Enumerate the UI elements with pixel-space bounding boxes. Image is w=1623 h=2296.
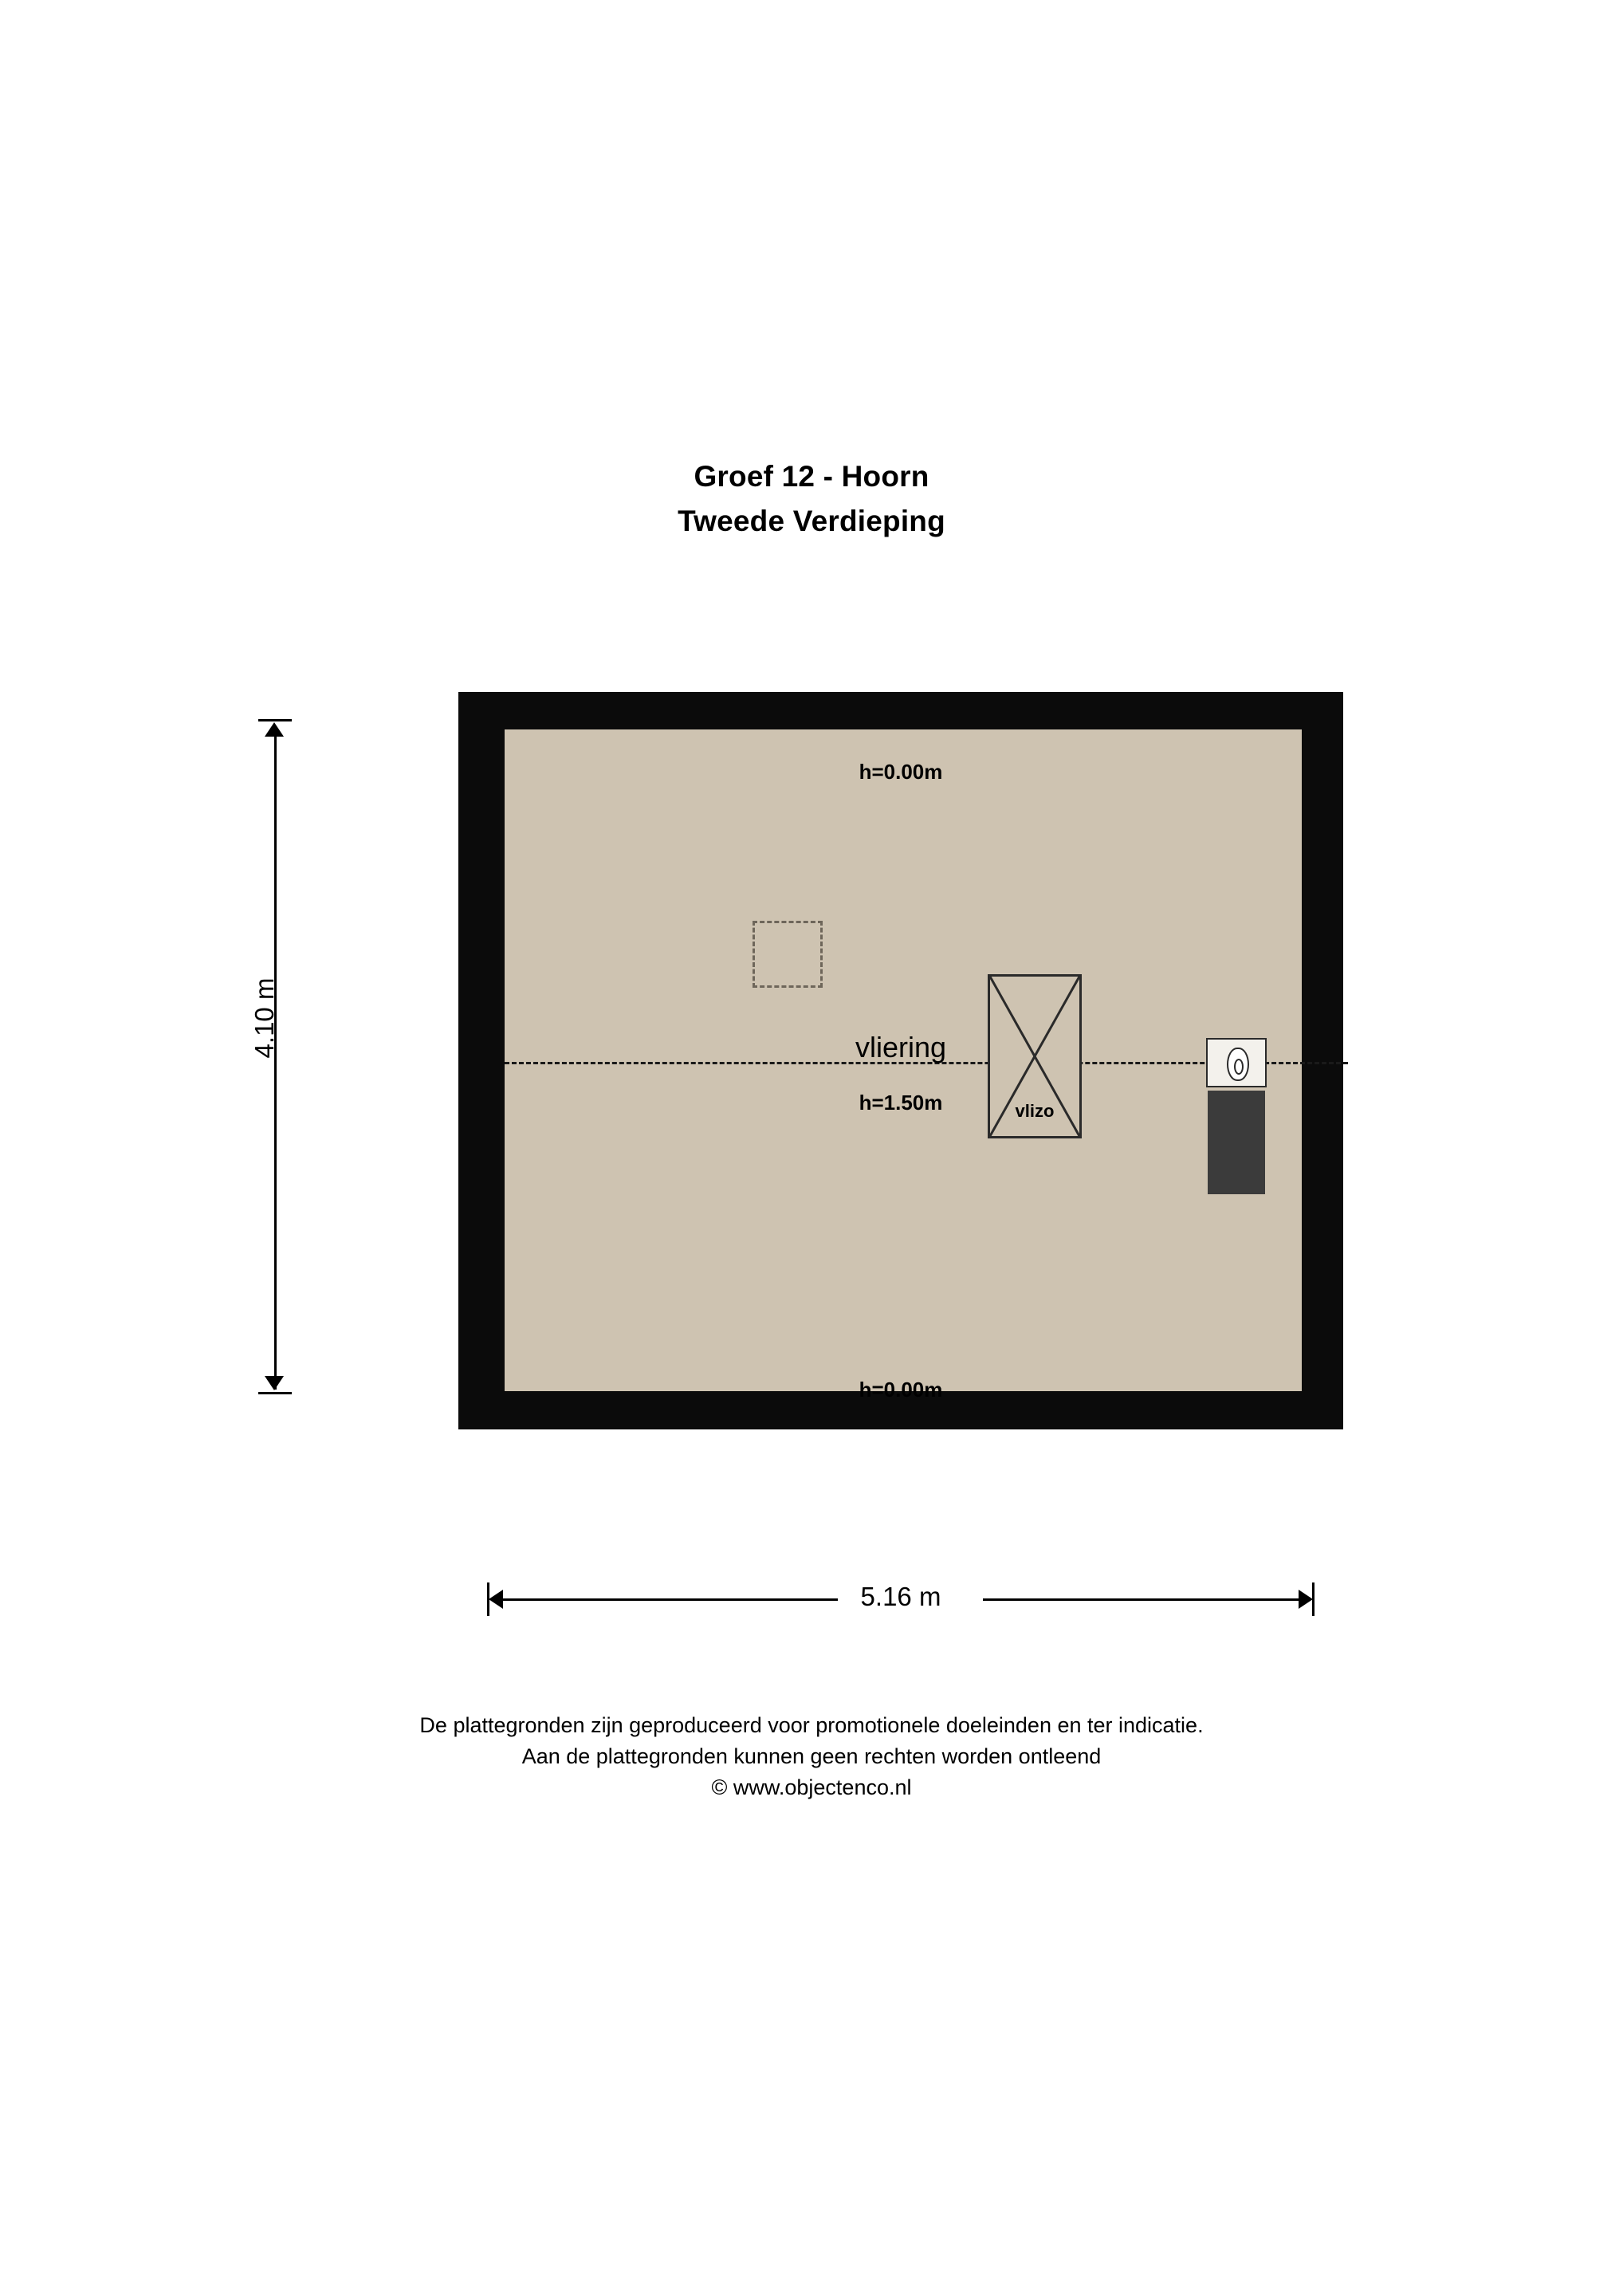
dimension-horizontal-arrow-left bbox=[489, 1590, 503, 1609]
dimension-vertical-cap-top bbox=[258, 719, 292, 721]
dimension-horizontal-cap-right bbox=[1312, 1582, 1315, 1616]
floorplan-drawing bbox=[458, 692, 1343, 1429]
dimension-vertical bbox=[239, 692, 351, 1429]
dimension-horizontal-line-right bbox=[983, 1598, 1299, 1601]
page-title bbox=[0, 454, 1623, 544]
footer-line-2: Aan de plattegronden kunnen geen rechten worden ontleend bbox=[521, 1744, 1102, 1768]
title-floor: Tweede Verdieping bbox=[678, 505, 945, 537]
dimension-horizontal-label: 5.16 m bbox=[860, 1582, 941, 1611]
footer-copyright: © www.objectenco.nl bbox=[711, 1775, 912, 1799]
dimension-horizontal bbox=[458, 1563, 1343, 1626]
chimney-opening-icon bbox=[753, 921, 823, 988]
height-label-middle: h=1.50m bbox=[859, 1091, 943, 1115]
height-label-top: h=0.00m bbox=[859, 760, 943, 784]
room-label-vliering: vliering bbox=[855, 1031, 947, 1063]
dimension-vertical-cap-bottom bbox=[258, 1392, 292, 1394]
hatch-label-vlizo: vlizo bbox=[1015, 1101, 1055, 1121]
title-address: Groef 12 - Hoorn bbox=[694, 460, 929, 493]
dimension-vertical-label: 4.10 m bbox=[250, 977, 279, 1059]
footer-disclaimer bbox=[0, 1710, 1623, 1803]
dimension-horizontal-line-left bbox=[503, 1598, 838, 1601]
dimension-vertical-arrow-bottom bbox=[265, 1376, 284, 1390]
footer-line-1: De plattegronden zijn geproduceerd voor promotionele doeleinden en ter indicatie. bbox=[419, 1713, 1204, 1737]
dimension-horizontal-arrow-right bbox=[1299, 1590, 1313, 1609]
height-label-bottom: h=0.00m bbox=[859, 1378, 943, 1402]
